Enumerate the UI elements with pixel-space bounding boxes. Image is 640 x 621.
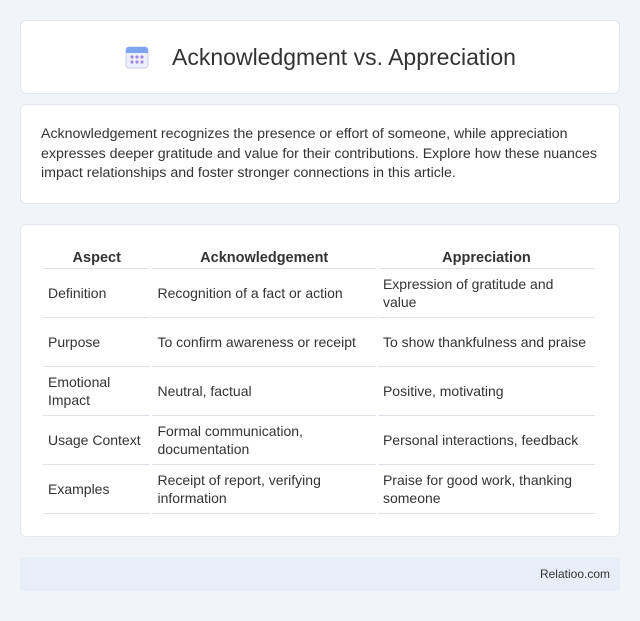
column-header: Aspect [43, 245, 150, 269]
table-cell: Examples [43, 465, 150, 514]
comparison-table [41, 245, 597, 514]
table-row [43, 367, 595, 416]
table-cell: To confirm awareness or receipt [152, 318, 376, 367]
intro-text: Acknowledgement recognizes the presence or effort of someone, while appreciation expresses deeper gratitude and value for their contributions. Explore how these nuances impact relationships and foster stronger connections in this article. [41, 126, 598, 181]
intro-card [20, 104, 620, 204]
table-cell: Recognition of a fact or action [152, 269, 376, 318]
column-header: Appreciation [378, 245, 595, 269]
table-cell: Purpose [43, 318, 150, 367]
title-card [20, 20, 620, 94]
table-row [43, 318, 595, 367]
table-row [43, 269, 595, 318]
table-cell: Positive, motivating [378, 367, 595, 416]
table-header-row [43, 245, 595, 269]
table-cell: Receipt of report, verifying information [152, 465, 376, 514]
table-cell: Expression of gratitude and value [378, 269, 595, 318]
table-cell: Praise for good work, thanking someone [378, 465, 595, 514]
table-cell: Personal interactions, feedback [378, 416, 595, 465]
comparison-table-card [20, 224, 620, 537]
column-header: Acknowledgement [152, 245, 376, 269]
table-cell: Definition [43, 269, 150, 318]
table-cell: To show thankfulness and praise [378, 318, 595, 367]
page-title: Acknowledgment vs. Appreciation [172, 43, 516, 70]
footer [20, 557, 620, 591]
table-row [43, 416, 595, 465]
footer-brand: Relatioo.com [539, 567, 610, 581]
table-cell: Neutral, factual [152, 367, 376, 416]
table-row [43, 465, 595, 514]
table-cell: Emotional Impact [43, 367, 150, 416]
calendar-icon [124, 44, 150, 70]
table-cell: Formal communication, documentation [152, 416, 376, 465]
table-cell: Usage Context [43, 416, 150, 465]
